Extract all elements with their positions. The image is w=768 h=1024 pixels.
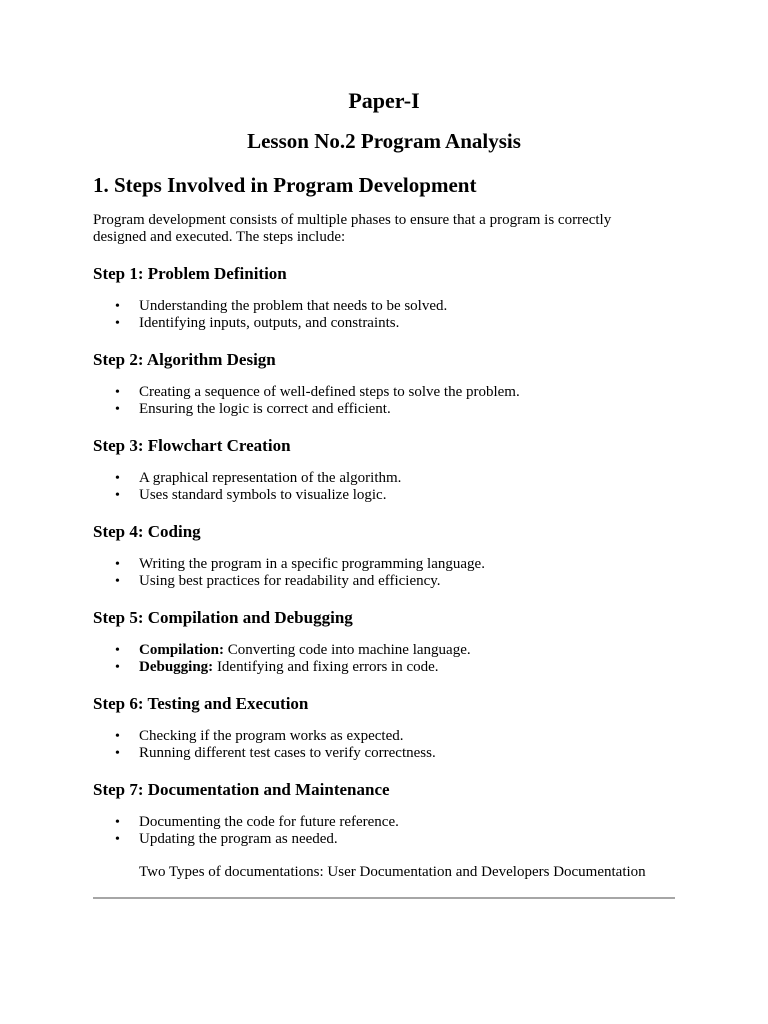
step-bullet-list	[93, 384, 675, 418]
bullet-icon: •	[115, 299, 120, 314]
horizontal-rule	[93, 897, 675, 899]
step-section	[93, 436, 675, 504]
step-bullet-list	[93, 556, 675, 590]
step-heading: Step 2: Algorithm Design	[93, 350, 276, 369]
list-item-text: Identifying inputs, outputs, and constraints.	[139, 315, 400, 331]
list-item	[93, 728, 675, 745]
step-heading: Step 5: Compilation and Debugging	[93, 608, 353, 627]
list-item	[93, 642, 675, 659]
bullet-icon: •	[115, 746, 120, 761]
bullet-icon: •	[115, 729, 120, 744]
list-item-text: Writing the program in a specific programming language.	[139, 556, 485, 572]
list-item	[93, 831, 675, 848]
step-section	[93, 522, 675, 590]
step-section	[93, 694, 675, 762]
step-section	[93, 780, 675, 848]
step-section	[93, 264, 675, 332]
bullet-icon: •	[115, 471, 120, 486]
list-item-text: Identifying and fixing errors in code.	[216, 659, 439, 675]
page-title: Paper-I	[348, 88, 420, 113]
step-bullet-list	[93, 642, 675, 676]
list-item-text: Updating the program as needed.	[139, 831, 338, 847]
list-item	[93, 659, 675, 676]
step-section	[93, 350, 675, 418]
list-item-text: Checking if the program works as expected.	[139, 728, 404, 744]
list-item-text: Using best practices for readability and efficiency.	[139, 573, 441, 589]
step-bullet-list	[93, 298, 675, 332]
bullet-icon: •	[115, 402, 120, 417]
list-item-text: Creating a sequence of well-defined steps to solve the problem.	[139, 384, 520, 400]
list-item-text: Ensuring the logic is correct and efficient.	[139, 401, 391, 417]
step-bullet-list	[93, 728, 675, 762]
step-heading: Step 1: Problem Definition	[93, 264, 287, 283]
list-item-text: Uses standard symbols to visualize logic.	[139, 487, 387, 503]
bullet-icon: •	[115, 660, 120, 675]
bullet-icon: •	[115, 385, 120, 400]
list-item-text: Converting code into machine language.	[227, 642, 471, 658]
step-heading: Step 7: Documentation and Maintenance	[93, 780, 390, 799]
list-item	[93, 814, 675, 831]
section-heading: 1. Steps Involved in Program Development	[93, 173, 477, 197]
documentation-note: Two Types of documentations: User Documentation and Developers Documentation	[139, 864, 646, 880]
steps-container	[93, 264, 675, 848]
step-heading: Step 4: Coding	[93, 522, 201, 541]
bullet-icon: •	[115, 643, 120, 658]
list-item	[93, 315, 675, 332]
list-item	[93, 487, 675, 504]
bullet-icon: •	[115, 815, 120, 830]
lesson-title: Lesson No.2 Program Analysis	[247, 129, 521, 153]
intro-paragraph: Program development consists of multiple phases to ensure that a program is correctly designed and executed. The steps include:	[93, 212, 612, 245]
step-section	[93, 608, 675, 676]
step-heading: Step 6: Testing and Execution	[93, 694, 309, 713]
list-item	[93, 298, 675, 315]
list-item	[93, 745, 675, 762]
list-item-text: Understanding the problem that needs to be solved.	[139, 298, 448, 314]
bullet-icon: •	[115, 488, 120, 503]
bullet-icon: •	[115, 574, 120, 589]
list-item-text: A graphical representation of the algorithm.	[139, 470, 402, 486]
list-item	[93, 556, 675, 573]
list-item	[93, 470, 675, 487]
list-item-text: Documenting the code for future reference.	[139, 814, 399, 830]
bullet-icon: •	[115, 316, 120, 331]
list-item-term: Compilation:	[139, 642, 225, 658]
list-item-term: Debugging:	[139, 659, 214, 675]
step-heading: Step 3: Flowchart Creation	[93, 436, 291, 455]
list-item-text: Running different test cases to verify correctness.	[139, 745, 436, 761]
bullet-icon: •	[115, 557, 120, 572]
list-item	[93, 573, 675, 590]
step-bullet-list	[93, 470, 675, 504]
bullet-icon: •	[115, 832, 120, 847]
list-item	[93, 384, 675, 401]
list-item	[93, 401, 675, 418]
step-bullet-list	[93, 814, 675, 848]
